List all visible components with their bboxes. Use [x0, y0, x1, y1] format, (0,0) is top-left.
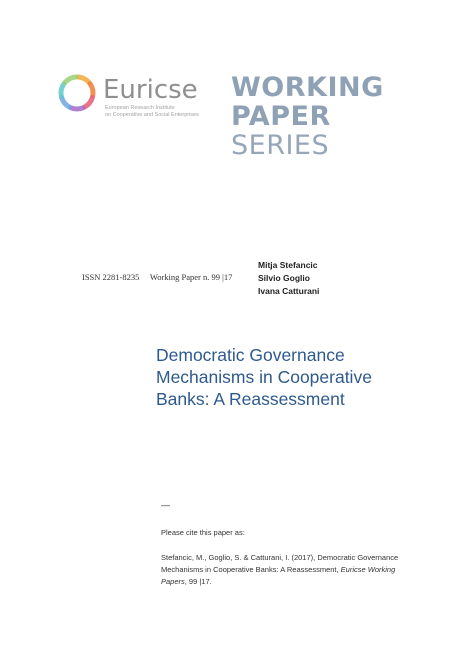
citation-journal: Euricse Working: [340, 565, 396, 574]
logo-subtitle-line1: European Research Institute: [105, 105, 175, 111]
citation-line: [161, 564, 451, 576]
author-list: [258, 259, 319, 298]
series-line-series: SERIES: [231, 130, 330, 161]
citation-line: [161, 576, 451, 588]
citation-line: Stefancic, M., Goglio, S. & Catturani, I. (2017), Democratic Governance: [161, 553, 399, 562]
euricse-ring-icon: [57, 73, 97, 113]
paper-meta: [82, 272, 232, 282]
working-paper-number: Working Paper n. 99 |17: [149, 272, 233, 282]
ring-segment: [61, 84, 64, 96]
logo-name: Euricse: [103, 75, 198, 105]
citation-text: [161, 552, 451, 588]
series-line-paper: PAPER: [231, 101, 331, 132]
title-line: Banks: A Reassessment: [156, 389, 345, 409]
author-name: Ivana Catturani: [258, 286, 320, 296]
ring-segment: [65, 77, 76, 82]
separator-dash: —: [161, 500, 170, 510]
ring-segment: [85, 97, 93, 106]
euricse-logo: [57, 73, 227, 123]
citation-journal: Papers: [161, 577, 185, 586]
series-line-working: WORKING: [231, 72, 384, 103]
citation-fragment: Mechanisms in Cooperative Banks: A Reassessment,: [161, 565, 341, 574]
citation-fragment: , 99 |17.: [184, 577, 212, 586]
ring-segment: [71, 108, 83, 109]
working-paper-series-heading: [231, 73, 384, 160]
ring-segment: [62, 97, 70, 106]
ring-segment: [90, 84, 93, 96]
paper-title: [156, 344, 456, 410]
title-line: Democratic Governance: [156, 345, 345, 365]
cite-intro: Please cite this paper as:: [161, 528, 245, 537]
ring-segment: [78, 77, 89, 82]
logo-subtitle-line2: on Cooperative and Social Enterprises: [105, 111, 199, 118]
logo-subtitle: [105, 105, 199, 118]
author-name: Silvio Goglio: [258, 273, 310, 283]
title-line: Mechanisms in Cooperative: [156, 367, 372, 387]
issn: ISSN 2281-8235: [82, 272, 140, 282]
author-name: Mitja Stefancic: [258, 260, 318, 270]
